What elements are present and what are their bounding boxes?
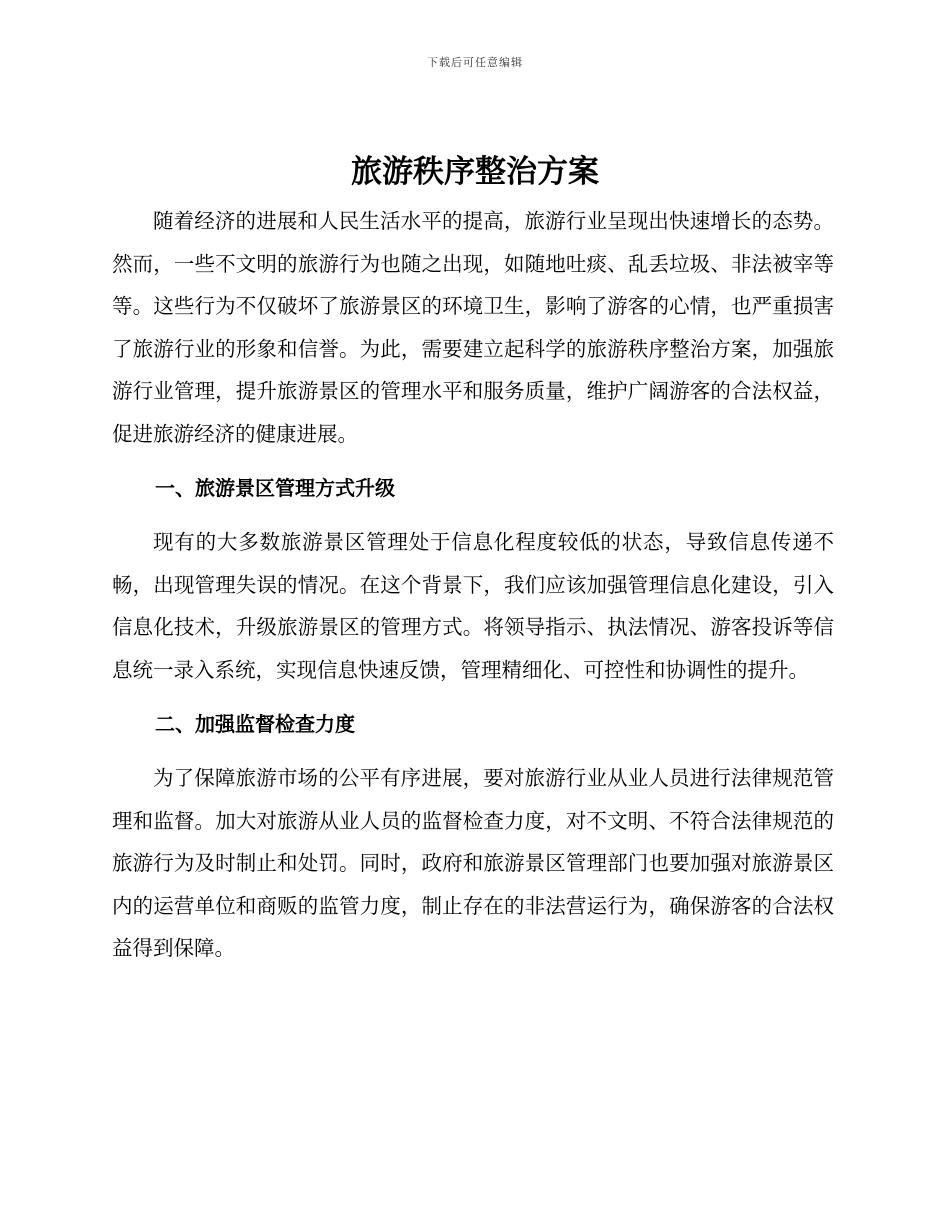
section-paragraph-1: 现有的大多数旅游景区管理处于信息化程度较低的状态，导致信息传递不畅，出现管理失误的情况。在这个背景下，我们应该加强管理信息化建设，引入信息化技术，升级旅游景区的管理方式。将领导指示、执法情况、游客投诉等信息统一录入系统，实现信息快速反馈，管理精细化、可控性和协调性的提升。 (112, 530, 834, 682)
intro-paragraph: 随着经济的进展和人民生活水平的提高，旅游行业呈现出快速增长的态势。然而，一些不文明的旅游行为也随之出现，如随地吐痰、乱丢垃圾、非法被宰等等。这些行为不仅破坏了旅游景区的环境卫生，影响了游客的心情，也严重损害了旅游行业的形象和信誉。为此，需要建立起科学的旅游秩序整治方案，加强旅游行业管理，提升旅游景区的管理水平和服务质量，维护广阔游客的合法权益，促进旅游经济的健康进展。 (112, 209, 834, 446)
section-paragraph-2: 为了保障旅游市场的公平有序进展，要对旅游行业从业人员进行法律规范管理和监督。加大对旅游从业人员的监督检查力度，对不文明、不符合法律规范的旅游行为及时制止和处罚。同时，政府和旅游景区管理部门也要加强对旅游景区内的运营单位和商贩的监管力度，制止存在的非法营运行为，确保游客的合法权益得到保障。 (112, 766, 834, 960)
document-title: 旅游秩序整治方案 (351, 154, 599, 190)
header-note: 下载后可任意编辑 (427, 56, 523, 69)
section-heading-1: 一、旅游景区管理方式升级 (155, 476, 395, 500)
section-heading-2: 二、加强监督检查力度 (155, 712, 355, 736)
document-body (112, 200, 834, 970)
